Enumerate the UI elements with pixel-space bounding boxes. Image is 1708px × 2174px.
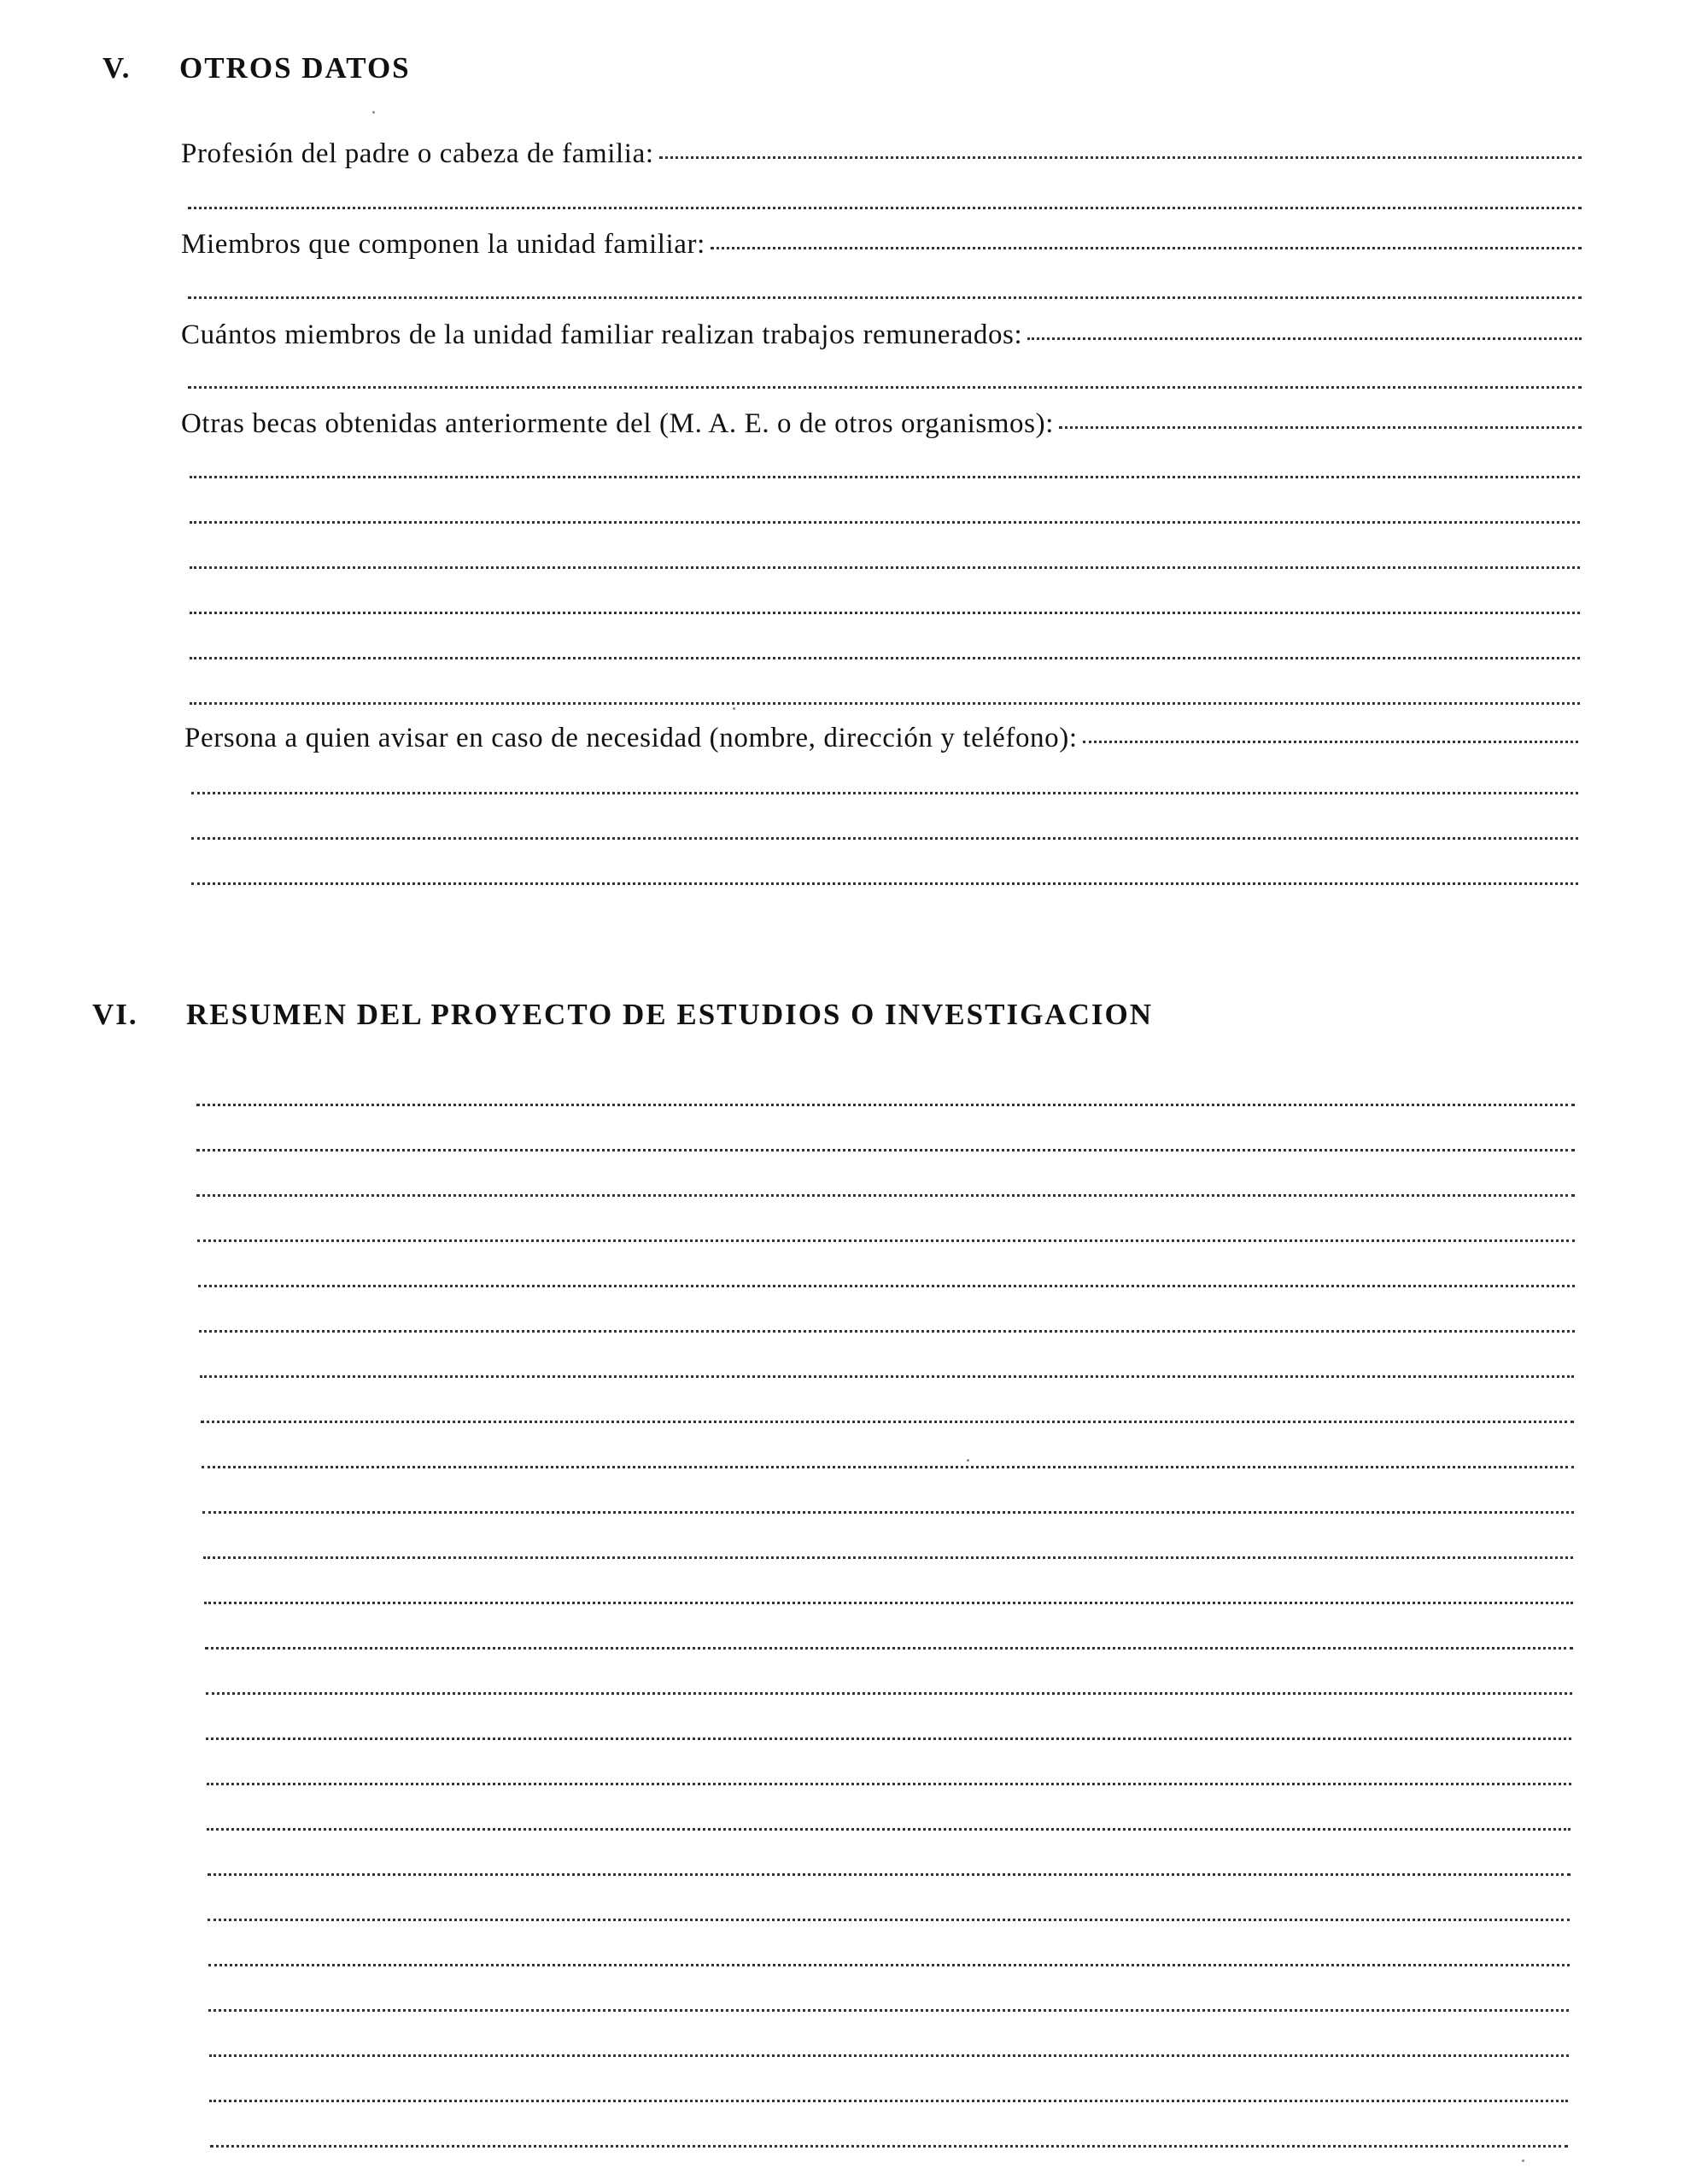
field-trabajos-remunerados[interactable] — [181, 319, 1582, 351]
field-profesion[interactable] — [181, 138, 1582, 170]
resumen-line[interactable] — [201, 1421, 1574, 1423]
field-persona-aviso[interactable] — [184, 723, 1578, 754]
resumen-line[interactable] — [200, 1375, 1574, 1378]
field-otras-becas-line-3[interactable] — [190, 521, 1580, 524]
field-persona-aviso-label: Persona a quien avisar en caso de necesidad (nombre, dirección y teléfono): — [184, 723, 1078, 753]
resumen-line[interactable] — [208, 2009, 1569, 2012]
field-persona-aviso-line-2[interactable] — [191, 792, 1578, 794]
resumen-line[interactable] — [210, 2145, 1568, 2148]
resumen-line[interactable] — [207, 1828, 1571, 1831]
resumen-line[interactable] — [209, 2054, 1569, 2057]
field-otras-becas-line-4[interactable] — [190, 566, 1580, 569]
field-persona-aviso-dotted-line[interactable] — [1083, 741, 1578, 743]
field-otras-becas-line-7[interactable] — [190, 702, 1580, 705]
resumen-line[interactable] — [197, 1239, 1575, 1242]
field-profesion-continuation-line[interactable] — [188, 207, 1582, 209]
field-trabajos-remunerados-label: Cuántos miembros de la unidad familiar realizan trabajos remunerados: — [181, 319, 1023, 350]
field-profesion-dotted-line[interactable] — [659, 156, 1582, 159]
section-vi-heading — [92, 998, 1331, 1036]
resumen-line[interactable] — [206, 1692, 1572, 1695]
field-otras-becas-label: Otras becas obtenidas anteriormente del (M. A. E. o de otros organismos): — [181, 408, 1054, 439]
field-profesion-label: Profesión del padre o cabeza de familia: — [181, 138, 654, 169]
resumen-line[interactable] — [204, 1602, 1573, 1604]
scan-speck — [967, 1459, 969, 1462]
resumen-line[interactable] — [202, 1511, 1574, 1514]
field-persona-aviso-line-3[interactable] — [191, 837, 1578, 840]
field-otras-becas-dotted-line[interactable] — [1059, 426, 1582, 429]
scan-speck — [733, 707, 735, 710]
section-v-title: OTROS DATOS — [179, 51, 411, 85]
resumen-line[interactable] — [208, 1873, 1571, 1876]
resumen-line[interactable] — [202, 1466, 1574, 1468]
resumen-line[interactable] — [199, 1330, 1575, 1333]
resumen-line[interactable] — [203, 1556, 1573, 1559]
resumen-line[interactable] — [196, 1194, 1575, 1197]
field-miembros-continuation-line[interactable] — [188, 296, 1582, 299]
resumen-line[interactable] — [198, 1285, 1575, 1287]
field-otras-becas[interactable] — [181, 408, 1582, 440]
field-miembros-dotted-line[interactable] — [711, 247, 1582, 249]
resumen-line[interactable] — [206, 1737, 1571, 1740]
section-v-number: V. — [102, 51, 132, 85]
resumen-line[interactable] — [209, 2100, 1568, 2102]
field-persona-aviso-line-4[interactable] — [191, 882, 1578, 885]
section-vi-title: RESUMEN DEL PROYECTO DE ESTUDIOS O INVESTIGACION — [186, 998, 1153, 1031]
field-trabajos-remunerados-dotted-line[interactable] — [1027, 337, 1582, 340]
field-miembros-label: Miembros que componen la unidad familiar: — [181, 229, 705, 260]
resumen-line[interactable] — [208, 1964, 1570, 1966]
field-otras-becas-line-5[interactable] — [190, 612, 1580, 614]
section-vi-number: VI. — [92, 998, 138, 1031]
section-v-heading — [102, 51, 529, 90]
scan-speck — [372, 111, 375, 114]
scan-speck — [1522, 2159, 1524, 2162]
field-trabajos-remunerados-continuation-line[interactable] — [188, 386, 1582, 389]
resumen-line[interactable] — [207, 1783, 1571, 1785]
field-otras-becas-line-6[interactable] — [190, 657, 1580, 659]
resumen-line[interactable] — [196, 1149, 1575, 1151]
field-miembros[interactable] — [181, 229, 1582, 261]
field-otras-becas-line-2[interactable] — [190, 476, 1580, 478]
resumen-line[interactable] — [208, 1919, 1570, 1921]
resumen-line[interactable] — [196, 1104, 1575, 1106]
resumen-line[interactable] — [205, 1647, 1573, 1650]
